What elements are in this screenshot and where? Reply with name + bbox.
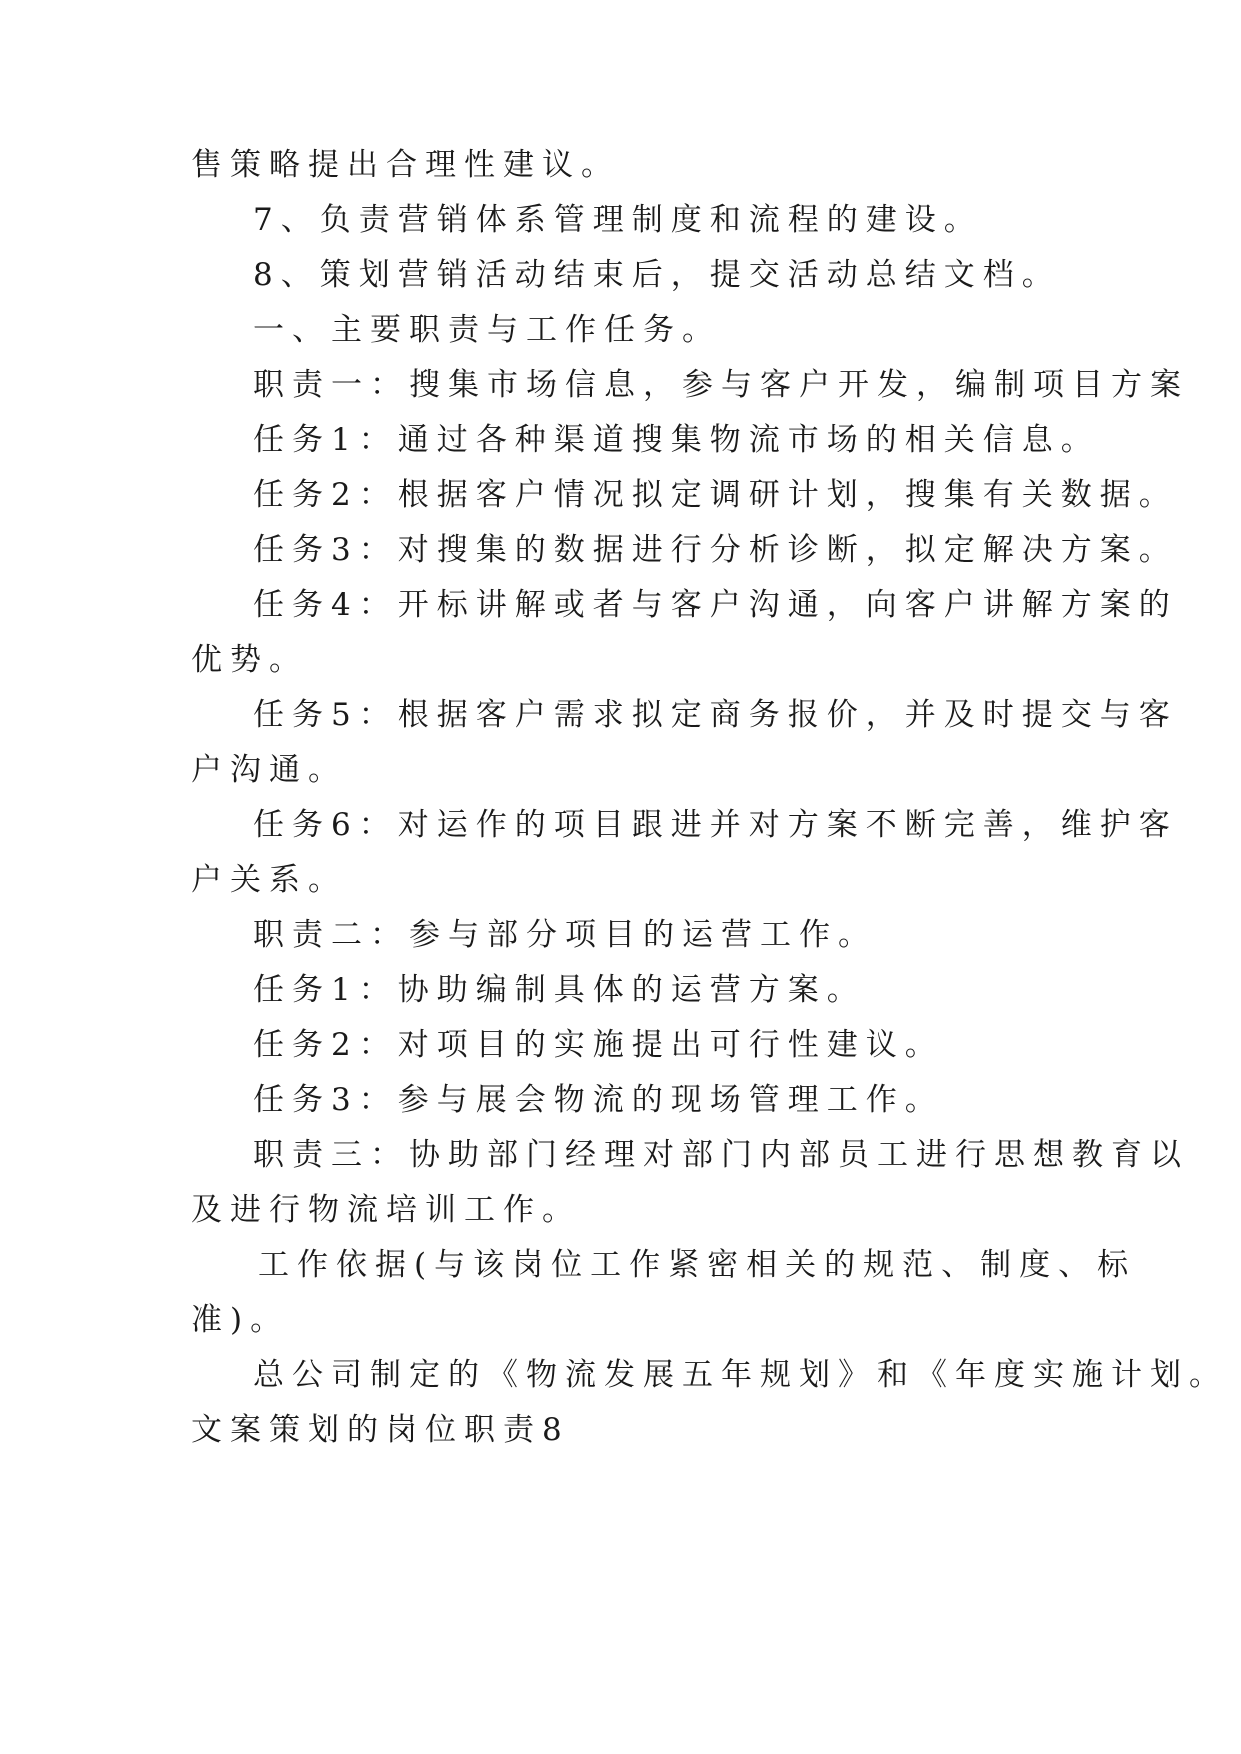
duty-heading: 职责二：参与部分项目的运营工作。 [253,917,877,953]
task-line: 任务3：参与展会物流的现场管理工作。 [253,1082,944,1118]
task-line-continued: 户沟通。 [191,752,347,788]
duty-heading: 职责三：协助部门经理对部门内部员工进行思想教育以 [253,1137,1189,1173]
task-line: 任务3：对搜集的数据进行分析诊断，拟定解决方案。 [253,532,1178,568]
paragraph-line: 8、策划营销活动结束后，提交活动总结文档。 [253,257,1061,293]
basis-heading: 工作依据(与该岗位工作紧密相关的规范、制度、标 [258,1247,1137,1283]
document-subtitle: 文案策划的岗位职责8 [191,1412,570,1448]
task-line: 任务6：对运作的项目跟进并对方案不断完善，维护客 [253,807,1178,843]
task-line: 任务1：通过各种渠道搜集物流市场的相关信息。 [253,422,1100,458]
paragraph-line: 售策略提出合理性建议。 [191,147,620,183]
task-line: 任务1：协助编制具体的运营方案。 [253,972,866,1008]
task-line-continued: 户关系。 [191,862,347,898]
task-line: 任务2：根据客户情况拟定调研计划，搜集有关数据。 [253,477,1178,513]
task-line-continued: 优势。 [191,642,308,678]
task-line: 任务2：对项目的实施提出可行性建议。 [253,1027,944,1063]
section-heading: 一、主要职责与工作任务。 [253,312,721,348]
paragraph-line: 总公司制定的《物流发展五年规划》和《年度实施计划。 [253,1357,1228,1393]
duty-line-continued: 及进行物流培训工作。 [191,1192,581,1228]
paragraph-line: 7、负责营销体系管理制度和流程的建设。 [253,202,983,238]
basis-heading-continued: 准)。 [191,1302,290,1338]
task-line: 任务5：根据客户需求拟定商务报价，并及时提交与客 [253,697,1178,733]
duty-heading: 职责一：搜集市场信息，参与客户开发，编制项目方案 [253,367,1189,403]
task-line: 任务4：开标讲解或者与客户沟通，向客户讲解方案的 [253,587,1178,623]
